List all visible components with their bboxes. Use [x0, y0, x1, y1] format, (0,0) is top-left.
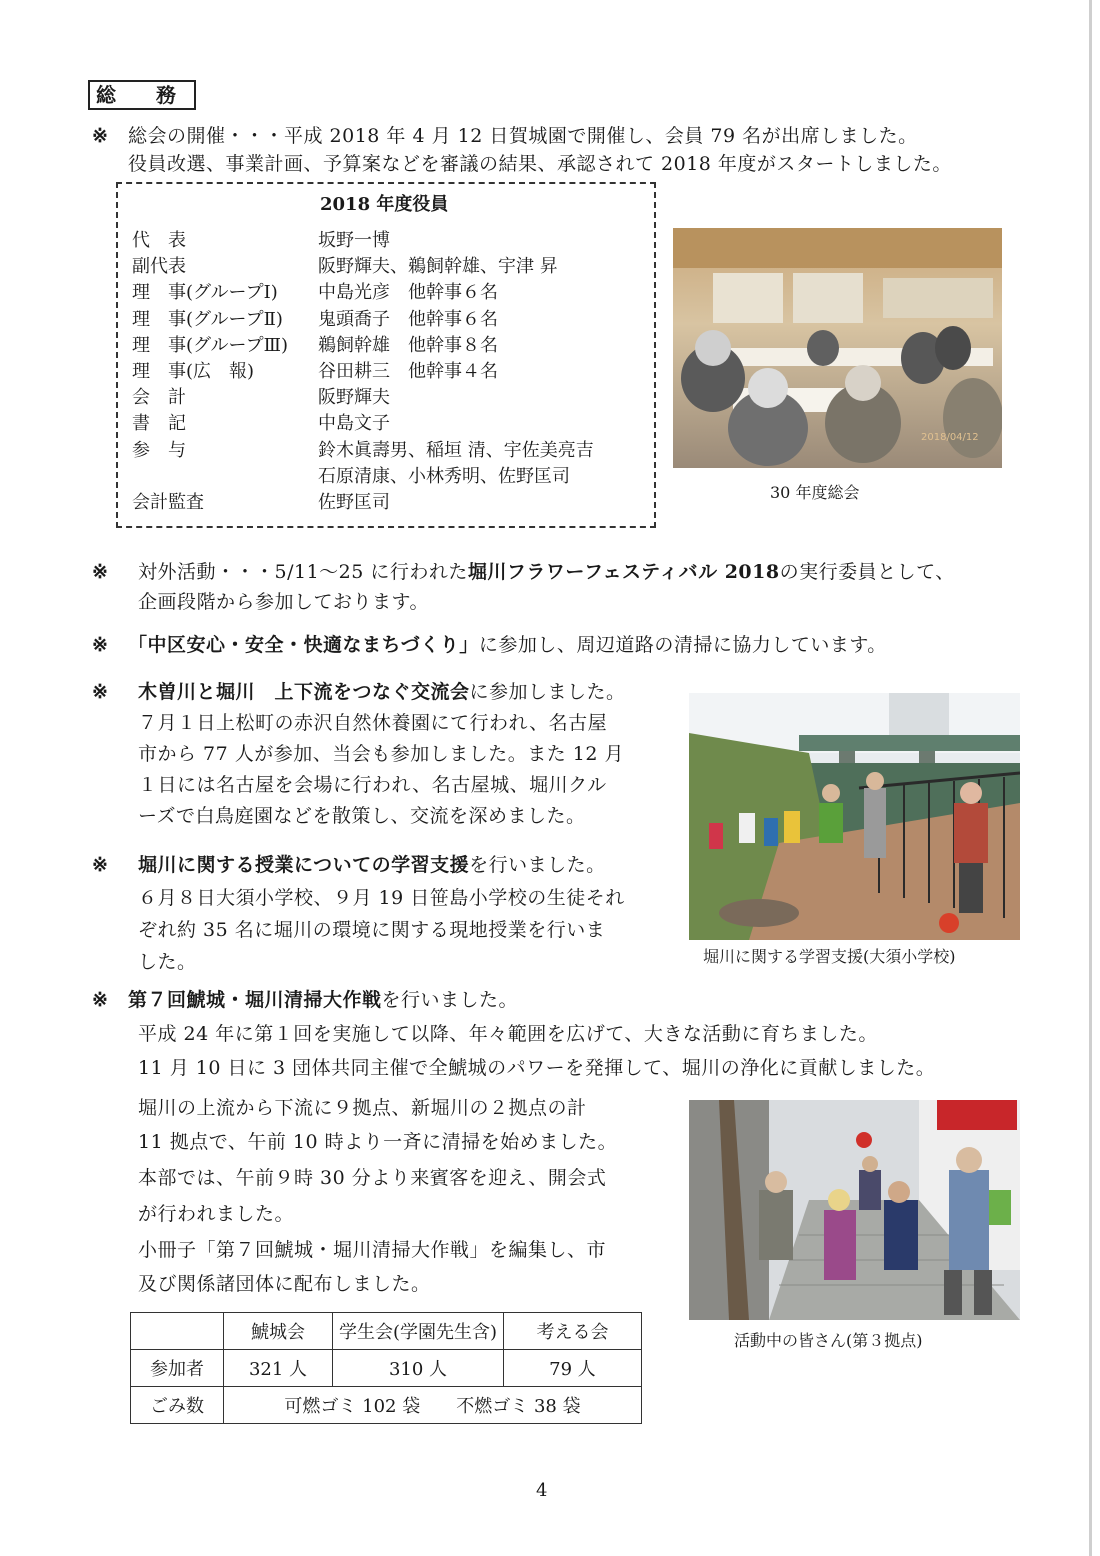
- table-cell: 310 人: [333, 1350, 504, 1387]
- table-header-cell: [131, 1313, 224, 1350]
- officer-names: 中島文子: [318, 413, 390, 434]
- section-title: 総 務: [88, 80, 196, 110]
- officer-role: 参 与: [132, 440, 186, 461]
- officer-names: 坂野一博: [318, 230, 390, 251]
- officer-names: 鈴木眞壽男、稲垣 清、宇佐美亮吉: [318, 440, 594, 461]
- table-header-cell: 考える会: [504, 1313, 642, 1350]
- general-meeting-line2: 役員改選、事業計画、予算案などを審議の結果、承認されて 2018 年度がスタートしました。: [128, 153, 952, 175]
- bullet-mark: ※: [92, 561, 109, 583]
- cleanup-line: 小冊子「第７回鯱城・堀川清掃大作戦」を編集し、市: [138, 1239, 607, 1261]
- bullet-mark: ※: [92, 125, 109, 147]
- meeting-photo-caption: 30 年度総会: [770, 483, 860, 502]
- bullet-mark: ※: [92, 989, 109, 1011]
- table-cell: 可燃ゴミ 102 袋 不燃ゴミ 38 袋: [224, 1387, 642, 1424]
- table-cell: 321 人: [224, 1350, 333, 1387]
- cleanup-heading: 第７回鯱城・堀川清掃大作戦を行いました。: [128, 989, 519, 1011]
- table-cell: 79 人: [504, 1350, 642, 1387]
- class-support-line: した。: [138, 951, 197, 973]
- table-row: [131, 1350, 642, 1387]
- table-row-label: 参加者: [131, 1350, 224, 1387]
- general-meeting-line1: 総会の開催・・・平成 2018 年 4 月 12 日賀城園で開催し、会員 79 名が出席しました。: [128, 125, 918, 147]
- class-support-photo-caption: 堀川に関する学習支援(大須小学校): [703, 947, 956, 966]
- officer-role: 代 表: [132, 230, 186, 251]
- cleanup-line: 堀川の上流から下流に９拠点、新堀川の２拠点の計: [138, 1097, 587, 1119]
- officer-names: 鵜飼幹雄 他幹事８名: [318, 335, 498, 356]
- officer-names: 阪野輝夫: [318, 387, 390, 408]
- officer-role: 会 計: [132, 387, 186, 408]
- cleanup-line: 及び関係諸団体に配布しました。: [138, 1273, 431, 1295]
- kiso-line: ーズで白鳥庭園などを散策し、交流を深めました。: [138, 805, 586, 827]
- officer-role: 会計監査: [132, 492, 204, 513]
- class-support-line: ６月８日大須小学校、９月 19 日笹島小学校の生徒それ: [138, 887, 625, 909]
- officer-names: 中島光彦 他幹事６名: [318, 282, 498, 303]
- officer-role: 理 事(グループⅢ): [132, 335, 288, 356]
- cleanup-line: 平成 24 年に第１回を実施して以降、年々範囲を広げて、大きな活動に育ちました。: [138, 1023, 878, 1045]
- page-edge: [1089, 0, 1092, 1556]
- table-header-cell: 学生会(学園先生含): [333, 1313, 504, 1350]
- officer-names: 阪野輝夫、鵜飼幹雄、宇津 昇: [318, 256, 558, 277]
- officer-names: 鬼頭喬子 他幹事６名: [318, 309, 498, 330]
- bullet-mark: ※: [92, 854, 109, 876]
- officers-title: 2018 年度役員: [320, 194, 449, 215]
- cleanup-photo: [689, 1100, 1020, 1320]
- page-number: 4: [536, 1480, 548, 1501]
- cleanup-line: 本部では、午前９時 30 分より来賓客を迎え、開会式: [138, 1167, 607, 1189]
- external-line1: 対外活動・・・5/11～25 に行われた堀川フラワーフェスティバル 2018の実行委員として、: [138, 561, 955, 583]
- officer-names: 石原清康、小林秀明、佐野匡司: [318, 466, 570, 487]
- meeting-photo: [673, 228, 1002, 468]
- photo-date-stamp: 2018/04/12: [921, 432, 979, 443]
- external-line2: 企画段階から参加しております。: [138, 591, 429, 613]
- officer-role: 書 記: [132, 413, 186, 434]
- cleanup-line: が行われました。: [138, 1203, 295, 1225]
- kiso-line: ７月１日上松町の赤沢自然休養園にて行われ、名古屋: [138, 712, 608, 734]
- officer-role: 理 事(グループⅡ): [132, 309, 283, 330]
- cleanup-photo-caption: 活動中の皆さん(第３拠点): [734, 1331, 923, 1350]
- officer-role: 理 事(広 報): [132, 361, 255, 382]
- class-support-heading: 堀川に関する授業についての学習支援を行いました。: [138, 854, 606, 876]
- kiso-line: 市から 77 人が参加、当会も参加しました。また 12 月: [138, 743, 625, 765]
- cleanup-line: 11 拠点で、午前 10 時より一斉に清掃を始めました。: [138, 1131, 618, 1153]
- table-row-label: ごみ数: [131, 1387, 224, 1424]
- cleanup-stats-table: [130, 1312, 642, 1424]
- town-line: 「中区安心・安全・快適なまちづくり」に参加し、周辺道路の清掃に協力しています。: [128, 634, 887, 656]
- officer-role: 理 事(グループⅠ): [132, 282, 278, 303]
- table-header-cell: 鯱城会: [224, 1313, 333, 1350]
- bullet-mark: ※: [92, 681, 109, 703]
- kiso-line: １日には名古屋を会場に行われ、名古屋城、堀川クル: [138, 774, 607, 796]
- class-support-photo: [689, 693, 1020, 940]
- bullet-mark: ※: [92, 634, 109, 656]
- cleanup-line: 11 月 10 日に 3 団体共同主催で全鯱城のパワーを発揮して、堀川の浄化に貢献しました。: [138, 1057, 936, 1079]
- table-header-row: [131, 1313, 642, 1350]
- officer-names: 谷田耕三 他幹事４名: [318, 361, 498, 382]
- officer-role: 副代表: [132, 256, 186, 277]
- kiso-heading: 木曽川と堀川 上下流をつなぐ交流会に参加しました。: [138, 681, 626, 703]
- table-row: [131, 1387, 642, 1424]
- officer-names: 佐野匡司: [318, 492, 390, 513]
- class-support-line: ぞれ約 35 名に堀川の環境に関する現地授業を行いま: [138, 919, 606, 941]
